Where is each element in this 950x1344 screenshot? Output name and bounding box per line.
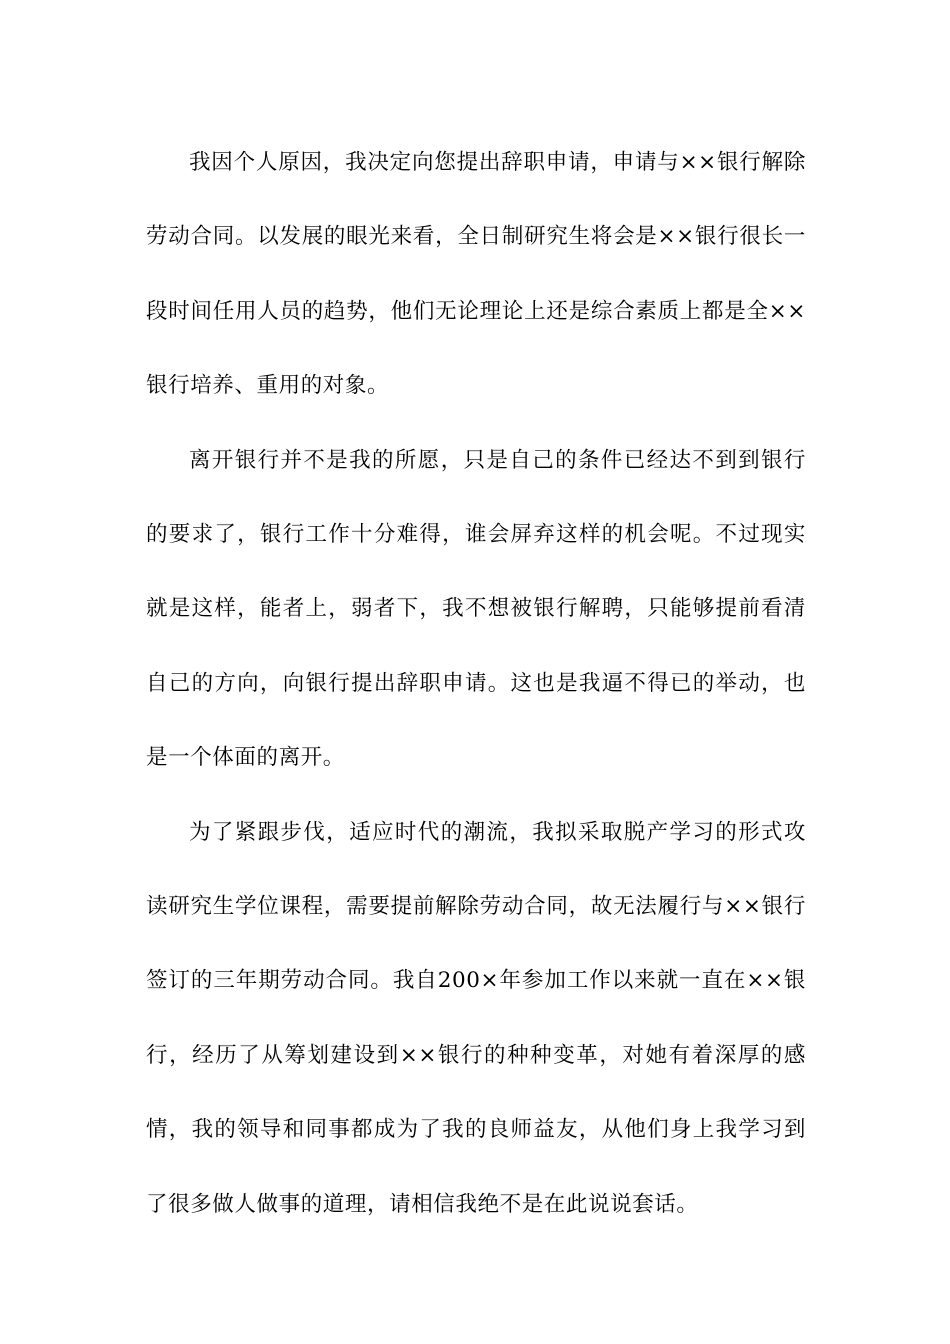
letter-body: [146, 126, 806, 1242]
paragraph-2: 离开银行并不是我的所愿，只是自己的条件已经达不到到银行的要求了，银行工作十分难得，谁会屏弃这样的机会呢。不过现实就是这样，能者上，弱者下，我不想被银行解聘，只能够提前看清自己的方向，向银行提出辞职申请。这也是我逼不得已的举动，也是一个体面的离开。: [146, 447, 806, 771]
paragraph-3: 为了紧跟步伐，适应时代的潮流，我拟采取脱产学习的形式攻读研究生学位课程，需要提前解除劳动合同，故无法履行与××银行签订的三年期劳动合同。我自200×年参加工作以来就一直在××银行，经历了从筹划建设到××银行的种种变革，对她有着深厚的感情，我的领导和同事都成为了我的良师益友，从他们身上我学习到了很多做人做事的道理，请相信我绝不是在此说说套话。: [146, 819, 806, 1217]
paragraph-1: 我因个人原因，我决定向您提出辞职申请，申请与××银行解除劳动合同。以发展的眼光来看，全日制研究生将会是××银行很长一段时间任用人员的趋势，他们无论理论上还是综合素质上都是全××银行培养、重用的对象。: [146, 150, 806, 399]
